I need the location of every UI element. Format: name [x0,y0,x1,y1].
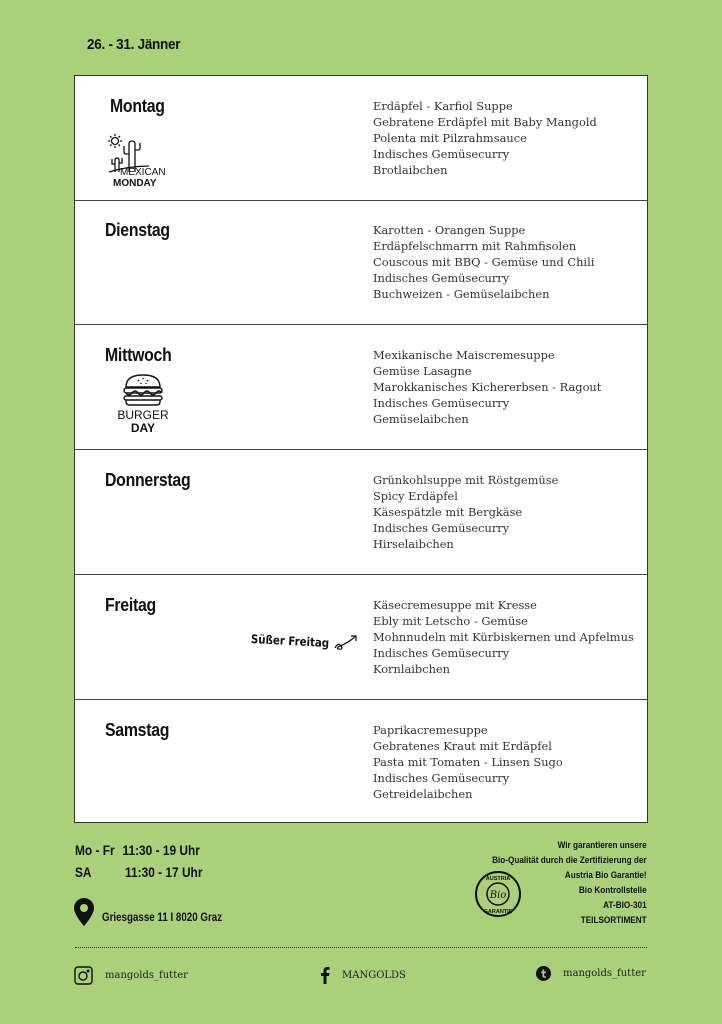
day-name: Freitag [105,595,156,615]
dish-list [373,98,597,178]
weekly-menu [74,75,648,823]
day-row-donnerstag [75,450,647,575]
dish: Polenta mit Pilzrahmsauce [373,131,527,145]
footer-divider [75,947,647,948]
day-row-samstag [75,700,647,825]
day-row-mittwoch [75,325,647,450]
day-name: Dienstag [105,220,170,240]
dish: Karotten - Orangen Suppe [373,223,526,237]
dish-list [373,597,634,677]
hours-days: SA [75,864,92,880]
hours-row [75,839,202,861]
dish: Indisches Gemüsecurry [373,646,510,660]
dish: Indisches Gemüsecurry [373,521,510,535]
dish: Kornlaibchen [373,662,451,676]
cert-line: Austria Bio Garantie! [565,870,647,880]
dish: Pasta mit Tomaten - Linsen Sugo [373,755,563,769]
dish: Brotlaibchen [373,163,448,177]
curly-arrow-icon [333,634,361,654]
cert-line: Wir garantieren unsere [557,840,647,850]
opening-hours [75,839,202,883]
mexican-monday-badge [107,134,166,189]
dish-list [373,472,558,552]
dish: Couscous mit BBQ - Gemüse und Chili [373,255,595,269]
dish: Indisches Gemüsecurry [373,396,510,410]
dish-list [373,347,601,427]
certification-text [492,838,647,928]
svg-text:GARANTIE: GARANTIE [483,909,513,915]
location-pin-icon [74,898,94,926]
dish: Getreidelaibchen [373,787,473,801]
hours-time: 11:30 - 19 Uhr [122,842,200,858]
dish: Erdäpfelschmarrn mit Rahmfisolen [373,239,577,253]
day-row-montag [75,76,647,201]
dish: Spicy Erdäpfel [373,489,458,503]
dish: Käsespätzle mit Bergkäse [373,505,523,519]
badge-line-2: DAY [130,421,156,435]
day-name: Montag [110,96,165,116]
instagram-icon [74,966,93,985]
dish: Gebratenes Kraut mit Erdäpfel [373,739,552,753]
cert-line: Bio-Qualität durch die Zertifizierung der [492,855,647,865]
dish-list [373,722,563,802]
tumblr-handle[interactable]: mangolds_futter [563,968,646,979]
day-name: Donnerstag [105,470,191,490]
suesser-freitag-badge: Süßer Freitag [250,632,330,651]
dish-list [373,222,594,302]
cert-line: Bio Kontrollstelle [579,885,647,895]
dish: Indisches Gemüsecurry [373,147,510,161]
cert-line: TEILSORTIMENT [581,915,647,925]
facebook-icon [320,966,330,984]
dish: Hirselaibchen [373,537,454,551]
facebook-handle[interactable]: MANGOLDS [342,969,406,981]
dish: Indisches Gemüsecurry [373,271,510,285]
dish: Erdäpfel - Karfiol Suppe [373,99,513,113]
badge-line-1: MEXICAN [120,167,166,178]
dish: Mexikanische Maiscremesuppe [373,348,555,362]
dish: Grünkohlsuppe mit Röstgemüse [373,473,559,487]
burger-icon [121,373,165,407]
hours-days: Mo - Fr [75,842,115,858]
page-title: 26. - 31. Jänner [87,36,181,53]
dish: Ebly mit Letscho - Gemüse [373,614,528,628]
cert-line: AT-BIO-301 [603,900,647,910]
svg-text:AUSTRIA: AUSTRIA [485,876,511,882]
dish: Käsecremesuppe mit Kresse [373,598,537,612]
burger-day-badge [113,373,173,434]
dish: Marokkanisches Kichererbsen - Ragout [373,380,602,394]
badge-line-1: BURGER [117,408,169,422]
day-row-freitag [75,575,647,700]
hours-row [75,861,202,883]
day-name: Samstag [105,720,170,740]
tumblr-icon [536,966,551,981]
instagram-handle[interactable]: mangolds_futter [105,970,188,981]
dish: Indisches Gemüsecurry [373,771,510,785]
badge-line-2: MONDAY [113,178,157,189]
dish: Gemüselaibchen [373,412,469,426]
dish: Buchweizen - Gemüselaibchen [373,287,550,301]
dish: Gebratene Erdäpfel mit Baby Mangold [373,115,597,129]
social-tumblr[interactable] [536,966,646,981]
dish: Paprikacremesuppe [373,723,488,737]
address: Griesgasse 11 I 8020 Graz [102,912,223,924]
dish: Gemüse Lasagne [373,364,472,378]
dish: Mohnnudeln mit Kürbiskernen und Apfelmus [373,630,634,644]
social-instagram[interactable] [74,966,188,985]
hours-time: 11:30 - 17 Uhr [125,864,203,880]
social-facebook[interactable] [320,966,406,984]
svg-text:Bio: Bio [489,890,507,901]
day-name: Mittwoch [105,345,172,365]
day-row-dienstag [75,200,647,325]
